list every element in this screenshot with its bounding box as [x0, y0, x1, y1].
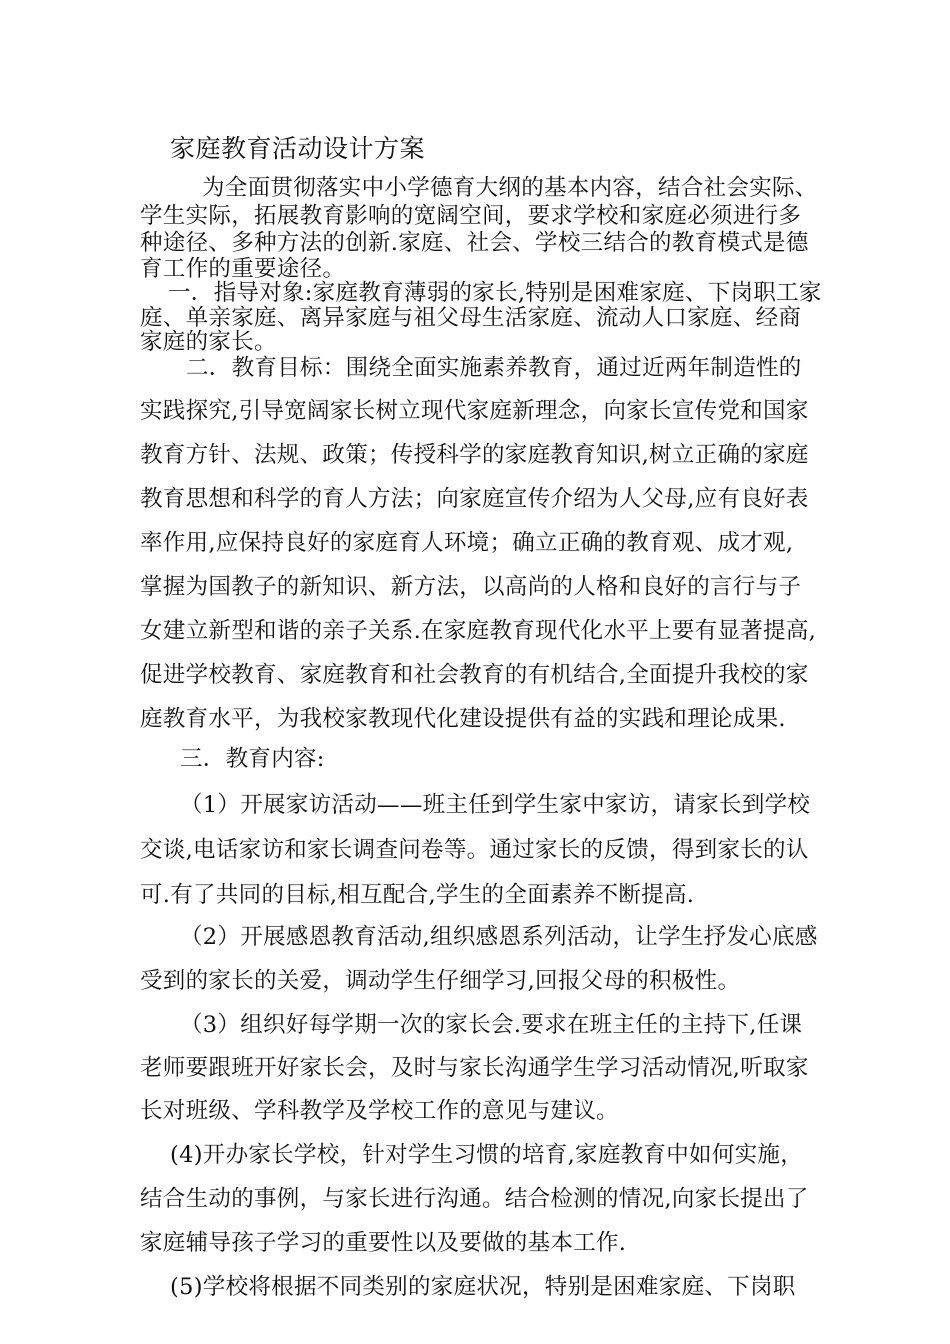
body-line: (4)开办家长学校，针对学生习惯的培育,家庭教育中如何实施，	[170, 1142, 804, 1168]
body-line: 种途径、多种方法的创新.家庭、社会、学校三结合的教育模式是德	[140, 230, 809, 256]
body-line: 育工作的重要途径。	[140, 256, 346, 282]
body-line: 教育方针、法规、政策；传授科学的家庭教育知识,树立正确的家庭	[140, 442, 809, 468]
body-line: （2）开展感恩教育活动,组织感恩系列活动，让学生抒发心底感	[180, 924, 818, 950]
body-line: 学生实际，拓展教育影响的宽阔空间，要求学校和家庭必须进行多	[140, 203, 802, 229]
body-line: 长对班级、学科教学及学校工作的意见与建议。	[140, 1098, 619, 1124]
section-heading: 三．教育内容:	[180, 746, 325, 772]
body-line: 家庭的家长。	[140, 329, 277, 355]
document-title: 家庭教育活动设计方案	[170, 134, 426, 163]
body-line: 女建立新型和谐的亲子关系.在家庭教育现代化水平上要有显著提高,	[140, 618, 817, 644]
body-line: 为全面贯彻落实中小学德育大纲的基本内容，结合社会实际、	[202, 175, 818, 201]
body-line: 交谈,电话家访和家长调查问卷等。通过家长的反馈，得到家长的认	[140, 837, 809, 863]
body-line: 促进学校教育、家庭教育和社会教育的有机结合,全面提升我校的家	[140, 662, 809, 688]
body-line: 受到的家长的关爱，调动学生仔细学习,回报父母的积极性。	[140, 968, 741, 994]
body-line: 庭、单亲家庭、离异家庭与祖父母生活家庭、流动人口家庭、经商	[140, 305, 802, 331]
body-line: 结合生动的事例，与家长进行沟通。结合检测的情况,向家长提出了	[140, 1186, 809, 1212]
body-line: (5)学校将根据不同类别的家庭状况，特别是困难家庭、下岗职	[170, 1274, 796, 1300]
body-line: 二．教育目标：围绕全面实施素养教育，通过近两年制造性的	[186, 355, 802, 381]
body-line: 率作用,应保持良好的家庭育人环境；确立正确的教育观、成才观,	[140, 530, 794, 556]
body-line: 家庭辅导孩子学习的重要性以及要做的基本工作.	[140, 1230, 627, 1256]
body-line: 庭教育水平，为我校家教现代化建设提供有益的实践和理论成果.	[140, 706, 786, 732]
body-line: （3）组织好每学期一次的家长会.要求在班主任的主持下,任课	[180, 1012, 803, 1038]
body-line: 可.有了共同的目标,相互配合,学生的全面素养不断提高.	[140, 882, 695, 908]
body-line: 一．指导对象:家庭教育薄弱的家长,特别是困难家庭、下岗职工家	[168, 280, 822, 306]
body-line: 实践探究,引导宽阔家长树立现代家庭新理念，向家长宣传党和国家	[140, 398, 809, 424]
body-line: 教育思想和科学的育人方法；向家庭宣传介绍为人父母,应有良好表	[140, 486, 809, 512]
body-line: 老师要跟班开好家长会，及时与家长沟通学生学习活动情况,听取家	[140, 1055, 809, 1081]
body-line: （1）开展家访活动——班主任到学生家中家访，请家长到学校	[180, 792, 811, 818]
body-line: 掌握为国教子的新知识、新方法，以高尚的人格和良好的言行与子	[140, 574, 802, 600]
